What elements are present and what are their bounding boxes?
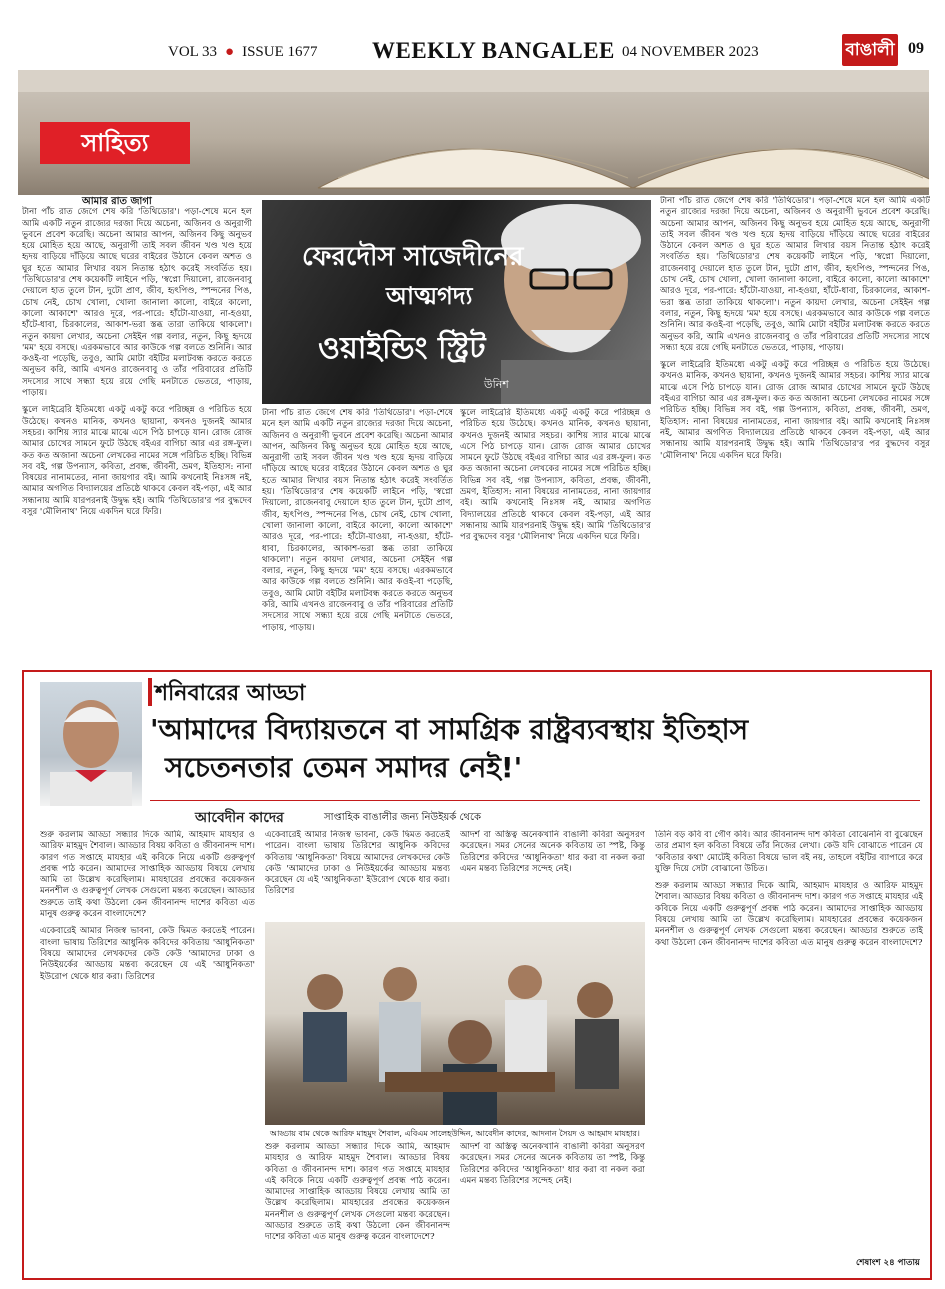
issue-meta — [168, 44, 318, 61]
story2-column-4 — [655, 830, 923, 1256]
author-portrait-icon — [461, 200, 651, 404]
publication-date: 04 NOVEMBER 2023 — [622, 44, 759, 60]
story2-column-2 — [265, 830, 450, 918]
volume: VOL 33 — [168, 44, 218, 60]
story1-chapter: উনিশ — [484, 378, 509, 391]
section-label: সাহিত্য — [40, 122, 190, 164]
group-photo — [265, 922, 645, 1125]
story1-column-4 — [660, 196, 930, 666]
story1-column-2 — [262, 408, 453, 666]
story2-col2b-text: শুরু করলাম আড্ডা সন্ধ্যার দিকে আমি, আহমাদ মাযহার ও আরিফ মাহমুদ শৈবাল। আড্ডার বিষয় কবিতা ও জীবনানন্দ দাশ। কারণ গত সপ্তাহে মাযহার এই কবিকে নিয়ে একটি গুরুত্বপূর্ণ প্রবন্ধ পাঠ করেন। আমাদের সাপ্তাহিক আড্ডায় বিষয়ে লেখায় আমি তা উল্লেখ করেছিলাম। মাযহারের প্রবন্ধের কয়েকজন মননশীল ও গুরুত্বপূর্ণ লেখক সেগুলো মন্তব্য করেছেন। আড্ডার শুরুতে তাই কথা উঠলো কেন জীবনানন্দ দাশের কবিতা এত মানুষ গুরুত্ব করেন বাংলাদেশে? — [265, 1142, 450, 1243]
group-photo-caption: আড্ডায় বাম থেকে আরিফ মাহমুদ শৈবাল, এবিএম সালেহউদ্দিন, আবেদীন কাদের, আদনান সৈয়দ ও আহমাদ মাযহার। — [270, 1129, 640, 1138]
story2-byline-tag: সাপ্তাহিক বাঙালীর জন্য নিউইয়র্ক থেকে — [324, 812, 482, 823]
story2-col3-text: আদর্শ বা অস্তিত্ব অনেকখানি বাঙালী কবিরা অনুসরণ করেছেন। সমর সেনের অনেক কবিতায় তা স্পষ্ট, কিন্তু তিরিশের কবিদের 'আধুনিকতা' ধার করা বা নকল করা এমন মন্তব্য তিরিশের সন্দেহ নেই। — [460, 830, 645, 874]
story1-title-line1: ফেরদৌস সাজেদীনের — [302, 242, 524, 272]
divider — [150, 800, 920, 801]
story2-col1-text: শুরু করলাম আড্ডা সন্ধ্যার দিকে আমি, আহমাদ মাযহার ও আরিফ মাহমুদ শৈবাল। আড্ডার বিষয় কবিতা ও জীবনানন্দ দাশ। কারণ গত সপ্তাহে মাযহার এই কবিকে নিয়ে একটি গুরুত্বপূর্ণ প্রবন্ধ পাঠ করেন। আমাদের সাপ্তাহিক আড্ডায় বিষয়ে লেখায় আমি তা উল্লেখ করেছিলাম। মাযহারের প্রবন্ধের কয়েকজন মননশীল ও গুরুত্বপূর্ণ লেখক সেগুলো মন্তব্য করেছেন। আড্ডার শুরুতে তাই কথা উঠলো কেন জীবনানন্দ দাশের কবিতা এত মানুষ গুরুত্ব করেন বাংলাদেশে? — [40, 830, 255, 920]
continued-note: শেষাংশ ২৪ পাতায় — [855, 1258, 920, 1268]
story2-col1b-text: একেবারেই আমার নিজস্ব ভাবনা, কেউ দ্বিমত করতেই পারেন। বাংলা ভাষায় তিরিশের আধুনিক কবিদের কবিতায় 'আধুনিকতা' বিষয়ে আমাদের লেখকদের কেউ কেউ 'আমাদের ঢাকা ও নিউইয়র্কের আড্ডায় মন্তব্য করেছেন যে এই 'আধুনিকতা' ইউরোপ থেকে ধার করা। তিরিশের — [40, 926, 255, 982]
issue-number: ISSUE 1677 — [242, 44, 318, 60]
group-people-icon — [265, 922, 645, 1125]
story2-column-3 — [460, 830, 645, 918]
story2-col4b-text: শুরু করলাম আড্ডা সন্ধ্যার দিকে আমি, আহমাদ মাযহার ও আরিফ মাহমুদ শৈবাল। আড্ডার বিষয় কবিতা ও জীবনানন্দ দাশ। কারণ গত সপ্তাহে মাযহার এই কবিকে নিয়ে একটি গুরুত্বপূর্ণ প্রবন্ধ পাঠ করেন। আমাদের সাপ্তাহিক আড্ডায় বিষয়ে লেখায় আমি তা উল্লেখ করেছিলাম। মাযহারের প্রবন্ধের কয়েকজন মননশীল ও গুরুত্বপূর্ণ লেখক সেগুলো মন্তব্য করেছেন। আড্ডার শুরুতে তাই কথা উঠলো কেন জীবনানন্দ দাশের কবিতা এত মানুষ গুরুত্ব করেন বাংলাদেশে? — [655, 881, 923, 948]
story1-col1b-text: স্কুলে লাইব্রেরি ইতিমধ্যে একটু একটু করে পরিচ্ছন্ন ও পরিচিত হয়ে উঠেছে। কখনও মানিক, কখনও ছায়ানা, কখনও দুজনই আমার সহচর। কাশিয় স্যার মাঝে মাঝে এসে পিঠ চাপড়ে যান। রোজ রোজ আমার চোখের সামনে ফুটে উঠছে বইএর বাগিচা আর এর রঙ্গ-ফুল। কত কত অজানা অচেনা লেখকের নামের সঙ্গে পরিচিত হচ্ছি। বিভিন্ন সব বই, গল্প উপন্যাস, কবিতা, প্রবন্ধ, জীবনী, ভ্রমণ, ইতিহাস: নানা বিষয়ের নানামতের, নানা জায়গার বই। আমি কখনোই নিঃসঙ্গ নই, আমার অগণিত বিদ্যালয়ের প্রতিষ্ঠে থাকবে কেবল বই-পড়া, এই আর সন্ধানায় আমি যারপরনাই উদ্বুদ্ধ হই। আমি 'তিথিডোর'র পর বুদ্ধদেব বসুর 'মৌলিনাথ' নিয়ে একদিন ঘরে ফিরি। — [22, 405, 252, 518]
story1-col4-text: টানা পাঁচ রাত জেগে শেষ করি 'তিথিডোর'। পড়া-শেষে মনে হল আমি একটি নতুন রাজ্যের দরজা দিয়ে অচেনা, অজিনব ও অনুরাগী ভুবনে প্রবেশ করেছি। অচেনা আমার আপন, অজিনব কিছু অনুভব হয়ে মোহিত হয়ে আছে, অনুরাগী তাই সবল জীবন খণ্ড খণ্ড হয়ে হৃদয় বাড়িয়ে দাঁড়িয়ে আছে ঘরের বাইরের উঠানে কেবল অশত ও ঘুর হতে আমার লিখার বয়স নিতান্ত হঠাৎ করেই সংবর্তিত হয়। 'তিথিডোর'র শেষ কয়েকটি লাইনে পড়ি, 'স্বপ্নো দিয়ালো, রাজেনবাবু দেয়ালে হাত তুলে টান, দুটো প্রাণ, জীব, হৃৎপিণ্ড, স্পন্দনের পিঙ, চোখ নেই, চোখ খোলা, খোলা জানালা কালো, বাইরে কালো, কালো আকাশে' আরও দূরে, পর-পারে: হাঁটো-যাওয়া, না-হওয়া, হাঁটে-ধাবা, চিরকালের, আকাশ-ভরা স্তব্ধ তারা তাকিয়ে থাকলো'। নতুন কায়দা লেখার, অচেনা সেইইন গল্প বলার, নতুন, কিছু হৃদয়ে 'মম' হয়ে বসছে। এরকমভাবে আর কাউকে গল্প বলতে শুনিনি। আর কওই-বা পড়েছি, তবুও, আমি মোটা বইটির মলাটবন্ধ করতে করতে অনুভব করি, আমি এখনও রাজেনবাবু ও তাঁর পরিবারের প্রতিটি সদস্যের সাথে সন্ধ্যা হয়ে রয়ে গেছি মনটাতে ভেতরে, পাড়ায়, পাড়ায়। — [660, 196, 930, 353]
story2-col3b-text: আদর্শ বা অস্তিত্ব অনেকখানি বাঙালী কবিরা অনুসরণ করেছেন। সমর সেনের অনেক কবিতায় তা স্পষ্ট, কিন্তু তিরিশের কবিদের 'আধুনিকতা' ধার করা বা নকল করা এমন মন্তব্য তিরিশের সন্দেহ নেই। — [460, 1142, 645, 1186]
story1-col1-text: টানা পাঁচ রাত জেগে শেষ করি 'তিথিডোর'। পড়া-শেষে মনে হল আমি একটি নতুন রাজ্যের দরজা দিয়ে অচেনা, অজিনব ও অনুরাগী ভুবনে প্রবেশ করেছি। অচেনা আমার আপন, অজিনব কিছু অনুভব হয়ে মোহিত হয়ে আছে, অনুরাগী তাই সবল জীবন খণ্ড খণ্ড হয়ে হৃদয় বাড়িয়ে দাঁড়িয়ে আছে ঘরের বাইরের উঠানে কেবল অশত ও ঘুর হতে আমার লিখার বয়স নিতান্ত হঠাৎ করেই সংবর্তিত হয়। 'তিথিডোর'র শেষ কয়েকটি লাইনে পড়ি, 'স্বপ্নো দিয়ালো, রাজেনবাবু দেয়ালে হাত তুলে টান, দুটো প্রাণ, জীব, হৃৎপিণ্ড, স্পন্দনের পিঙ, চোখ নেই, চোখ খোলা, খোলা জানালা কালো, বাইরে কালো, কালো আকাশে' আরও দূরে, পর-পারে: হাঁটো-যাওয়া, না-হওয়া, হাঁটে-ধাবা, চিরকালের, আকাশ-ভরা স্তব্ধ তারা তাকিয়ে থাকলো'। নতুন কায়দা লেখার, অচেনা সেইইন গল্প বলার, নতুন, কিছু হৃদয়ে 'মম' হয়ে বসছে। এরকমভাবে আর কাউকে গল্প বলতে শুনিনি। আর কওই-বা পড়েছি, তবুও, আমি মোটা বইটির মলাটবন্ধ করতে করতে অনুভব করি, আমি এখনও রাজেনবাবু ও তাঁর পরিবারের প্রতিটি সদস্যের সাথে সন্ধ্যা হয়ে রয়ে গেছি মনটাতে ভেতরে, পাড়ায়, পাড়ায়। — [22, 207, 252, 399]
masthead — [0, 0, 945, 70]
story1-feature-image — [262, 200, 651, 404]
story2-col4-text: তিনি বড় কবি বা গৌণ কবি। আর জীবনানন্দ দাশ কবিতা বোঝেননি বা বুঝেছেন তার প্রমাণ হল কবিতা বিষয়ে তাঁর নিজের লেখা। কেউ যদি বোঝাতে পারেন যে 'কবিতার কথা' মোটেই কবিতা বিষয়ে ভাল বই নয়, তাহলে বইটির ব্যাপারে করে যুক্তি দিয়ে সেটা বোঝানো উচিত। — [655, 830, 923, 874]
logo: বাঙালী — [842, 34, 898, 66]
story2-column-3b — [460, 1142, 645, 1270]
story2-headline-line1: 'আমাদের বিদ্যায়তনে বা সামগ্রিক রাষ্ট্রব্যবস্থায় ইতিহাস — [150, 713, 749, 746]
story1-column-1 — [22, 196, 252, 666]
author-photo — [40, 682, 142, 806]
story1-col3-text: স্কুলে লাইব্রেরি ইতিমধ্যে একটু একটু করে পরিচ্ছন্ন ও পরিচিত হয়ে উঠেছে। কখনও মানিক, কখনও ছায়ানা, কখনও দুজনই আমার সহচর। কাশিয় স্যার মাঝে মাঝে এসে পিঠ চাপড়ে যান। রোজ রোজ আমার চোখের সামনে ফুটে উঠছে বইএর বাগিচা আর এর রঙ্গ-ফুল। কত কত অজানা অচেনা লেখকের নামের সঙ্গে পরিচিত হচ্ছি। বিভিন্ন সব বই, গল্প উপন্যাস, কবিতা, প্রবন্ধ, জীবনী, ভ্রমণ, ইতিহাস: নানা বিষয়ের নানামতের, নানা জায়গার বই। আমি কখনোই নিঃসঙ্গ নই, আমার অগণিত বিদ্যালয়ের প্রতিষ্ঠে থাকবে কেবল বই-পড়া, এই আর সন্ধানায় আমি যারপরনাই উদ্বুদ্ধ হই। আমি 'তিথিডোর'র পর বুদ্ধদেব বসুর 'মৌলিনাথ' নিয়ে একদিন ঘরে ফিরি। — [460, 408, 651, 543]
story2-byline: আবেদীন কাদের — [195, 810, 284, 826]
author-avatar-icon — [40, 682, 142, 806]
section-marker — [148, 678, 152, 706]
story1-col4b-text: স্কুলে লাইব্রেরি ইতিমধ্যে একটু একটু করে পরিচ্ছন্ন ও পরিচিত হয়ে উঠেছে। কখনও মানিক, কখনও ছায়ানা, কখনও দুজনই আমার সহচর। কাশিয় স্যার মাঝে মাঝে এসে পিঠ চাপড়ে যান। রোজ রোজ আমার চোখের সামনে ফুটে উঠছে বইএর বাগিচা আর এর রঙ্গ-ফুল। কত কত অজানা অচেনা লেখকের নামের সঙ্গে পরিচিত হচ্ছি। বিভিন্ন সব বই, গল্প উপন্যাস, কবিতা, প্রবন্ধ, জীবনী, ভ্রমণ, ইতিহাস: নানা বিষয়ের নানামতের, নানা জায়গার বই। আমি কখনোই নিঃসঙ্গ নই, আমার অগণিত বিদ্যালয়ের প্রতিষ্ঠে থাকবে কেবল বই-পড়া, এই আর সন্ধানায় আমি যারপরনাই উদ্বুদ্ধ হই। আমি 'তিথিডোর'র পর বুদ্ধদেব বসুর 'মৌলিনাথ' নিয়ে একদিন ঘরে ফিরি। — [660, 360, 930, 461]
story1-col2-text: টানা পাঁচ রাত জেগে শেষ করি 'তিথিডোর'। পড়া-শেষে মনে হল আমি একটি নতুন রাজ্যের দরজা দিয়ে অচেনা, অজিনব ও অনুরাগী ভুবনে প্রবেশ করেছি। অচেনা আমার আপন, অজিনব কিছু অনুভব হয়ে মোহিত হয়ে আছে, অনুরাগী তাই সবল জীবন খণ্ড খণ্ড হয়ে হৃদয় বাড়িয়ে দাঁড়িয়ে আছে ঘরের বাইরের উঠানে কেবল অশত ও ঘুর হতে আমার লিখার বয়স নিতান্ত হঠাৎ করেই সংবর্তিত হয়। 'তিথিডোর'র শেষ কয়েকটি লাইনে পড়ি, 'স্বপ্নো দিয়ালো, রাজেনবাবু দেয়ালে হাত তুলে টান, দুটো প্রাণ, জীব, হৃৎপিণ্ড, স্পন্দনের পিঙ, চোখ নেই, চোখ খোলা, খোলা জানালা কালো, বাইরে কালো, কালো আকাশে' আরও দূরে, পর-পারে: হাঁটো-যাওয়া, না-হওয়া, হাঁটে-ধাবা, চিরকালের, আকাশ-ভরা স্তব্ধ তারা তাকিয়ে থাকলো'। নতুন কায়দা লেখার, অচেনা সেইইন গল্প বলার, নতুন, কিছু হৃদয়ে 'মম' হয়ে বসছে। এরকমভাবে আর কাউকে গল্প বলতে শুনিনি। আর কওই-বা পড়েছি, তবুও, আমি মোটা বইটির মলাটবন্ধ করতে করতে অনুভব করি, আমি এখনও রাজেনবাবু ও তাঁর পরিবারের প্রতিটি সদস্যের সাথে সন্ধ্যা হয়ে রয়ে গেছি মনটাতে ভেতরে, পাড়ায়, পাড়ায়। — [262, 408, 453, 633]
publication-title: WEEKLY BANGALEE — [372, 38, 615, 63]
story2-headline-line2: সচেতনতার তেমন সমাদর নেই!' — [165, 751, 523, 784]
page-number: 09 — [908, 40, 924, 57]
story2-column-2b — [265, 1142, 450, 1270]
section-banner — [18, 70, 929, 195]
story1-title-line2: আত্মগদ্য — [386, 282, 473, 310]
story2-section: শনিবারের আড্ডা — [155, 681, 306, 706]
story1-subhead: আমার রাত জাগা — [82, 196, 152, 207]
story2-column-1 — [40, 830, 255, 1270]
story2-col2-text: একেবারেই আমার নিজস্ব ভাবনা, কেউ দ্বিমত করতেই পারেন। বাংলা ভাষায় তিরিশের আধুনিক কবিদের কবিতায় 'আধুনিকতা' বিষয়ে আমাদের লেখকদের কেউ কেউ 'আমাদের ঢাকা ও নিউইয়র্কের আড্ডায় মন্তব্য করেছেন যে এই 'আধুনিকতা' ইউরোপ থেকে ধার করা। তিরিশের — [265, 830, 450, 897]
story1-column-3 — [460, 408, 651, 666]
separator-dot-icon: ● — [225, 44, 235, 60]
story1-title-line3: ওয়াইন্ডিং স্ট্রিট — [318, 331, 486, 366]
